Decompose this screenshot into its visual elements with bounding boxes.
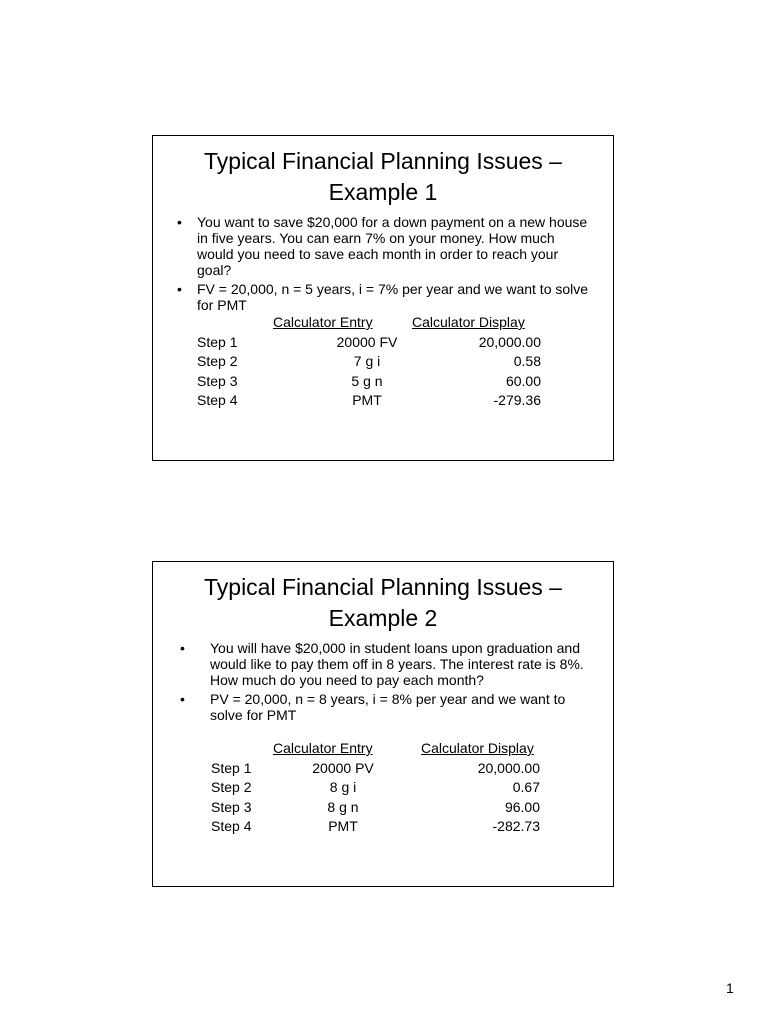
- table-row: [197, 352, 597, 372]
- table-row: [211, 759, 611, 779]
- bullet-item: [177, 214, 595, 278]
- slide-title: [153, 146, 613, 208]
- title-line-1: Typical Financial Planning Issues –: [204, 148, 562, 174]
- bullet-text: You want to save $20,000 for a down payment on a new house in five years. You can earn 7% on your money. How much would you need to save each month in order to reach your goal?: [197, 214, 588, 278]
- bullet-icon: •: [177, 214, 182, 230]
- entry-cell: 8 g n: [327, 798, 359, 815]
- bullet-text: You will have $20,000 in student loans upon graduation and would like to pay them off in 8 years. The interest rate is 8%. How much do you need to pay each month?: [210, 640, 584, 688]
- step-cell: Step 2: [197, 353, 238, 369]
- bullet-item: [180, 640, 595, 688]
- header-calculator-entry: Calculator Entry: [273, 740, 373, 756]
- table-row: [197, 391, 597, 411]
- entry-cell: PMT: [328, 818, 358, 834]
- entry-cell: PMT: [352, 392, 382, 408]
- entry-cell: 8 g i: [329, 779, 357, 795]
- entry-cell: 20000 FV: [336, 333, 398, 350]
- table-header-row: [197, 313, 597, 333]
- header-calculator-display: Calculator Display: [412, 314, 525, 330]
- bullet-list: [153, 214, 595, 316]
- display-cell: -279.36: [493, 392, 541, 408]
- display-cell: 0.58: [513, 353, 541, 369]
- step-cell: Step 1: [211, 759, 252, 776]
- calculator-table: [211, 739, 611, 837]
- step-cell: Step 1: [197, 333, 238, 350]
- table-row: [197, 372, 597, 392]
- entry-cell: 7 g i: [353, 353, 381, 369]
- step-cell: Step 4: [211, 818, 252, 834]
- slide-title: [153, 572, 613, 634]
- step-cell: Step 3: [197, 372, 238, 389]
- calculator-table: [197, 313, 597, 411]
- table-row: [211, 817, 611, 837]
- table-header-row: [211, 739, 611, 759]
- bullet-text: FV = 20,000, n = 5 years, i = 7% per year and we want to solve for PMT: [197, 281, 589, 313]
- bullet-icon: •: [177, 281, 182, 297]
- entry-cell: 20000 PV: [312, 759, 374, 776]
- step-cell: Step 3: [211, 798, 252, 815]
- display-cell: 20,000.00: [477, 759, 540, 776]
- bullet-icon: •: [180, 691, 185, 707]
- bullet-item: [180, 691, 595, 723]
- display-cell: -282.73: [492, 818, 540, 834]
- title-line-2: Example 1: [328, 179, 438, 205]
- header-calculator-display: Calculator Display: [421, 740, 534, 756]
- table-row: [211, 778, 611, 798]
- title-line-2: Example 2: [328, 605, 438, 631]
- header-calculator-entry: Calculator Entry: [273, 314, 373, 330]
- slide-example-2: [152, 561, 614, 887]
- display-cell: 0.67: [512, 779, 540, 795]
- slide-example-1: [152, 135, 614, 461]
- table-row: [211, 798, 611, 818]
- title-line-1: Typical Financial Planning Issues –: [204, 574, 562, 600]
- step-cell: Step 4: [197, 392, 238, 408]
- step-cell: Step 2: [211, 779, 252, 795]
- display-cell: 96.00: [504, 798, 540, 815]
- entry-cell: 5 g n: [351, 372, 383, 389]
- bullet-text: PV = 20,000, n = 8 years, i = 8% per year and we want to solve for PMT: [210, 691, 566, 723]
- page-number: 1: [726, 980, 734, 996]
- display-cell: 20,000.00: [478, 333, 541, 350]
- table-row: [197, 333, 597, 353]
- bullet-icon: •: [180, 640, 185, 656]
- bullet-list: [153, 640, 595, 726]
- display-cell: 60.00: [505, 372, 541, 389]
- bullet-item: [177, 281, 595, 313]
